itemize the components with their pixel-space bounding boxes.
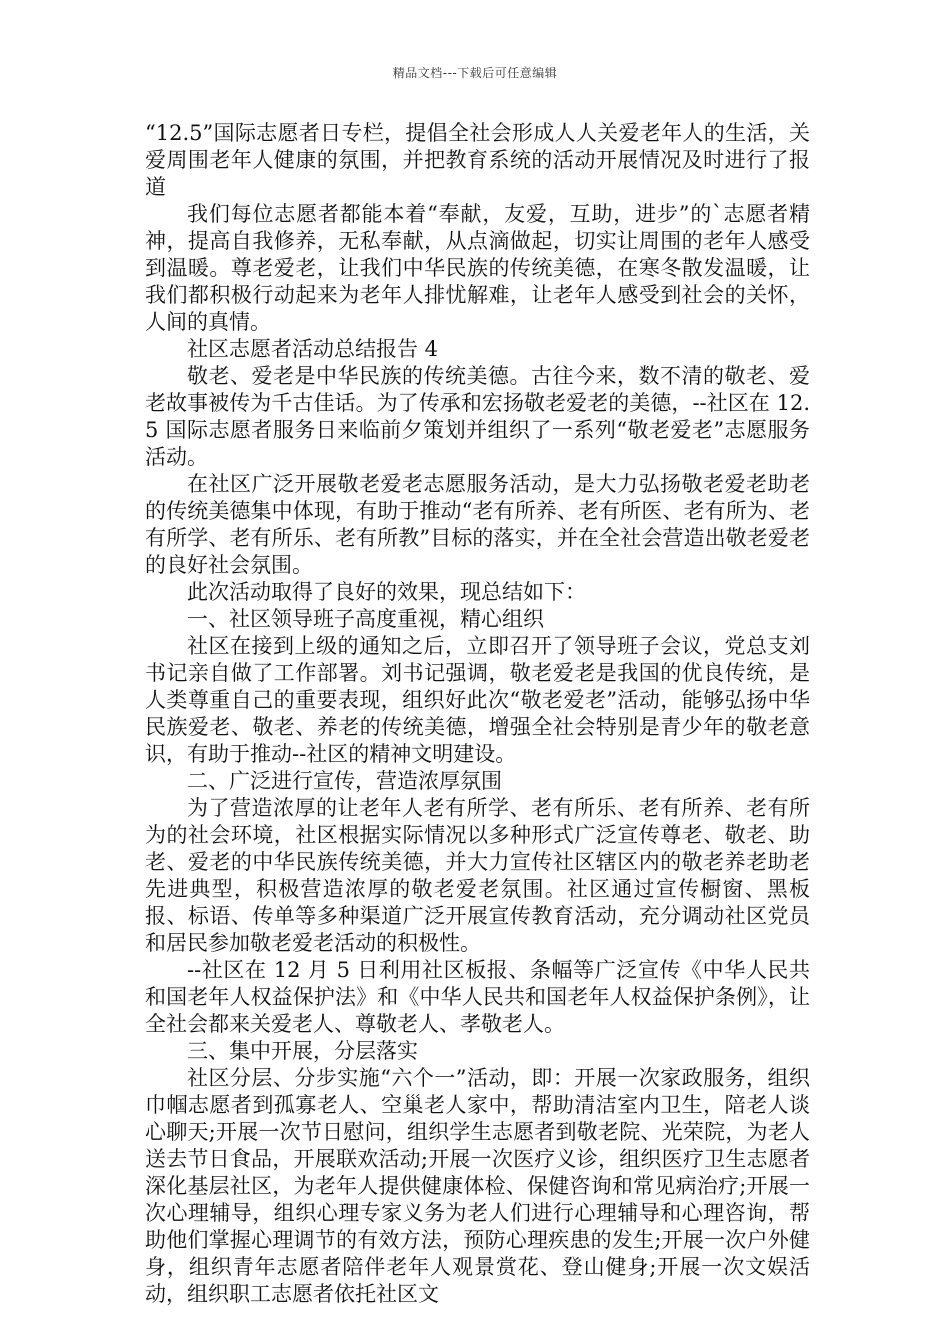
- section-heading-report-4: 社区志愿者活动总结报告 4: [187, 337, 439, 361]
- section-heading-3: 三、集中开展，分层落实: [187, 1039, 418, 1063]
- section-heading-1: 一、社区领导班子高度重视，精心组织: [187, 607, 544, 631]
- section-heading-2: 二、广泛进行宣传，营造浓厚氛围: [187, 769, 502, 793]
- paragraph-2: 我们每位志愿者都能本着“奉献，友爱，互助，进步”的`志愿者精神，提高自我修养，无私奉献，从点滴做起，切实让周围的老年人感受到温暖。尊老爱老，让我们中华民族的传统美德，在寒冬散发温暖，让我们都积极行动起来为老年人排忧解难，让老年人感受到社会的关怀，人间的真情。: [145, 202, 810, 334]
- paragraph-6: 社区在接到上级的通知之后，立即召开了领导班子会议，党总支刘书记亲自做了工作部署。刘书记强调，敬老爱老是我国的优良传统，是人类尊重自己的重要表现，组织好此次“敬老爱老”活动，能够弘扬中华民族爱老、敬老、养老的传统美德，增强全社会特别是青少年的敬老意识，有助于推动--社区的精神文明建设。: [145, 634, 810, 766]
- page-header: 精品文档---下载后可任意编辑: [392, 66, 558, 80]
- paragraph-3: 敬老、爱老是中华民族的传统美德。古往今来，数不清的敬老、爱老故事被传为千古佳话。为了传承和宏扬敬老爱老的美德，--社区在 12.5 国际志愿者服务日来临前夕策划并组织了一系列“敬老爱老”志愿服务活动。: [145, 364, 810, 469]
- paragraph-9: 社区分层、分步实施“六个一”活动，即：开展一次家政服务，组织巾帼志愿者到孤寡老人、空巢老人家中，帮助清洁室内卫生，陪老人谈心聊天;开展一次节日慰问，组织学生志愿者到敬老院、光荣院，为老人送去节日食品，开展联欢活动;开展一次医疗义诊，组织医疗卫生志愿者深化基层社区，为老年人提供健康体检、保健咨询和常见病治疗;开展一次心理辅导，组织心理专家义务为老人们进行心理辅导和心理咨询，帮助他们掌握心理调节的有效方法，预防心理疾患的发生;开展一次户外健身，组织青年志愿者陪伴老年人观景赏花、登山健身;开展一次文娱活动，组织职工志愿者依托社区文: [145, 1066, 810, 1306]
- paragraph-5: 此次活动取得了良好的效果，现总结如下：: [187, 580, 586, 604]
- paragraph-8: --社区在 12 月 5 日利用社区板报、条幅等广泛宣传《中华人民共和国老年人权益保护法》和《中华人民共和国老年人权益保护条例》，让全社会都来关爱老人、尊敬老人、孝敬老人。: [145, 958, 810, 1036]
- document-body: [145, 120, 810, 1308]
- paragraph-7: 为了营造浓厚的让老年人老有所学、老有所乐、老有所养、老有所为的社会环境，社区根据实际情况以多种形式广泛宣传尊老、敬老、助老、爱老的中华民族传统美德，并大力宣传社区辖区内的敬老养老助老先进典型，积极营造浓厚的敬老爱老氛围。社区通过宣传橱窗、黑板报、标语、传单等多种渠道广泛开展宣传教育活动，充分调动社区党员和居民参加敬老爱老活动的积极性。: [145, 796, 810, 955]
- paragraph-1: “12.5”国际志愿者日专栏，提倡全社会形成人人关爱老年人的生活，关爱周围老年人健康的氛围，并把教育系统的活动开展情况及时进行了报道: [145, 121, 810, 199]
- paragraph-4: 在社区广泛开展敬老爱老志愿服务活动，是大力弘扬敬老爱老助老的传统美德集中体现，有助于推动“老有所养、老有所医、老有所为、老有所学、老有所乐、老有所教”目标的落实，并在全社会营造出敬老爱老的良好社会氛围。: [145, 472, 810, 577]
